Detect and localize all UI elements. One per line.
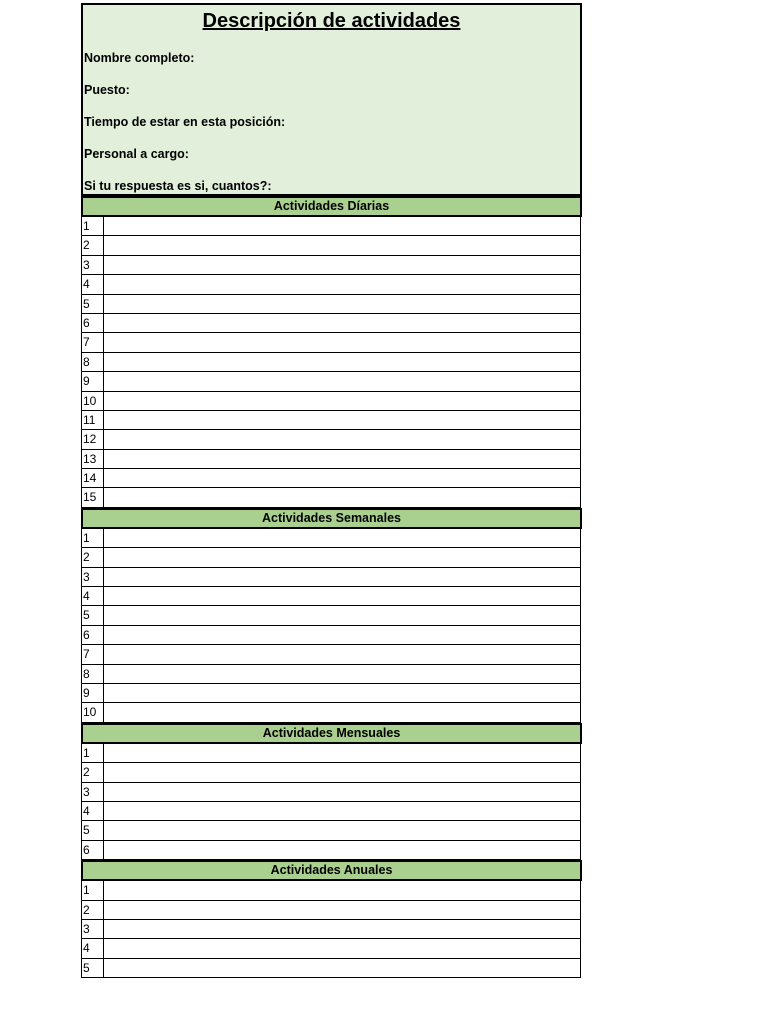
activity-sections <box>81 196 582 978</box>
table-row <box>81 665 581 684</box>
header-box <box>81 3 582 196</box>
table-row <box>81 939 581 958</box>
table-row <box>81 411 581 430</box>
row-number: 15 <box>82 488 104 506</box>
row-number: 5 <box>82 959 104 977</box>
table-row <box>81 450 581 469</box>
table-row <box>81 841 581 860</box>
activity-cell[interactable] <box>104 703 580 721</box>
row-number: 11 <box>82 411 104 429</box>
activity-cell[interactable] <box>104 645 580 663</box>
row-number: 6 <box>82 841 104 859</box>
activity-cell[interactable] <box>104 333 580 351</box>
activity-rows <box>81 744 582 860</box>
table-row <box>81 275 581 294</box>
activity-cell[interactable] <box>104 529 580 547</box>
table-row <box>81 920 581 939</box>
row-number: 8 <box>82 665 104 683</box>
table-row <box>81 802 581 821</box>
field-how-many-label: Si tu respuesta es si, cuantos?: <box>84 179 272 193</box>
table-row <box>81 568 581 587</box>
row-number: 2 <box>82 901 104 919</box>
activity-cell[interactable] <box>104 548 580 566</box>
activity-cell[interactable] <box>104 392 580 410</box>
table-row <box>81 606 581 625</box>
row-number: 4 <box>82 939 104 957</box>
row-number: 1 <box>82 744 104 762</box>
table-row <box>81 645 581 664</box>
table-row <box>81 744 581 763</box>
row-number: 9 <box>82 372 104 390</box>
activity-rows <box>81 881 582 978</box>
section-daily <box>81 196 582 508</box>
activity-cell[interactable] <box>104 353 580 371</box>
row-number: 9 <box>82 684 104 702</box>
activity-cell[interactable] <box>104 587 580 605</box>
activity-cell[interactable] <box>104 763 580 781</box>
row-number: 4 <box>82 802 104 820</box>
section-monthly <box>81 723 582 860</box>
activity-cell[interactable] <box>104 881 580 899</box>
row-number: 4 <box>82 587 104 605</box>
section-weekly <box>81 508 582 723</box>
activity-cell[interactable] <box>104 430 580 448</box>
table-row <box>81 684 581 703</box>
table-row <box>81 372 581 391</box>
table-row <box>81 469 581 488</box>
activity-cell[interactable] <box>104 665 580 683</box>
row-number: 10 <box>82 392 104 410</box>
activity-cell[interactable] <box>104 821 580 839</box>
activity-cell[interactable] <box>104 256 580 274</box>
table-row <box>81 392 581 411</box>
row-number: 3 <box>82 920 104 938</box>
row-number: 6 <box>82 626 104 644</box>
table-row <box>81 763 581 782</box>
table-row <box>81 881 581 900</box>
field-position-label: Puesto: <box>84 83 130 97</box>
row-number: 2 <box>82 236 104 254</box>
table-row <box>81 314 581 333</box>
document-title: Descripción de actividades <box>202 10 461 32</box>
field-full-name-label: Nombre completo: <box>84 51 195 65</box>
table-row <box>81 353 581 372</box>
section-header-monthly: Actividades Mensuales <box>81 723 582 744</box>
table-row <box>81 256 581 275</box>
section-header-weekly: Actividades Semanales <box>81 508 582 529</box>
row-number: 1 <box>82 217 104 235</box>
row-number: 5 <box>82 821 104 839</box>
table-row <box>81 236 581 255</box>
row-number: 3 <box>82 783 104 801</box>
row-number: 7 <box>82 645 104 663</box>
activity-cell[interactable] <box>104 959 580 977</box>
activity-cell[interactable] <box>104 802 580 820</box>
field-staff-in-charge-label: Personal a cargo: <box>84 147 189 161</box>
activity-cell[interactable] <box>104 275 580 293</box>
row-number: 6 <box>82 314 104 332</box>
table-row <box>81 703 581 722</box>
row-number: 12 <box>82 430 104 448</box>
table-row <box>81 333 581 352</box>
row-number: 5 <box>82 606 104 624</box>
row-number: 7 <box>82 333 104 351</box>
table-row <box>81 783 581 802</box>
activity-cell[interactable] <box>104 314 580 332</box>
table-row <box>81 488 581 507</box>
activity-cell[interactable] <box>104 920 580 938</box>
row-number: 10 <box>82 703 104 721</box>
field-time-in-position-label: Tiempo de estar en esta posición: <box>84 115 286 129</box>
row-number: 5 <box>82 295 104 313</box>
table-row <box>81 901 581 920</box>
row-number: 1 <box>82 529 104 547</box>
activity-cell[interactable] <box>104 217 580 235</box>
activity-cell[interactable] <box>104 901 580 919</box>
table-row <box>81 529 581 548</box>
table-row <box>81 626 581 645</box>
activity-cell[interactable] <box>104 488 580 506</box>
row-number: 3 <box>82 256 104 274</box>
activity-description-sheet <box>81 3 582 978</box>
activity-cell[interactable] <box>104 450 580 468</box>
activity-cell[interactable] <box>104 626 580 644</box>
activity-cell[interactable] <box>104 236 580 254</box>
row-number: 1 <box>82 881 104 899</box>
activity-cell[interactable] <box>104 783 580 801</box>
activity-cell[interactable] <box>104 606 580 624</box>
activity-cell[interactable] <box>104 939 580 957</box>
row-number: 2 <box>82 548 104 566</box>
table-row <box>81 295 581 314</box>
activity-cell[interactable] <box>104 744 580 762</box>
activity-rows <box>81 217 582 508</box>
row-number: 3 <box>82 568 104 586</box>
table-row <box>81 548 581 567</box>
section-header-daily: Actividades Díarias <box>81 196 582 217</box>
section-annual <box>81 860 582 978</box>
table-row <box>81 821 581 840</box>
activity-cell[interactable] <box>104 295 580 313</box>
table-row <box>81 430 581 449</box>
row-number: 4 <box>82 275 104 293</box>
table-row <box>81 959 581 978</box>
section-header-annual: Actividades Anuales <box>81 860 582 881</box>
table-row <box>81 217 581 236</box>
activity-cell[interactable] <box>104 841 580 859</box>
row-number: 2 <box>82 763 104 781</box>
activity-cell[interactable] <box>104 372 580 390</box>
activity-cell[interactable] <box>104 568 580 586</box>
row-number: 13 <box>82 450 104 468</box>
activity-cell[interactable] <box>104 411 580 429</box>
row-number: 14 <box>82 469 104 487</box>
activity-cell[interactable] <box>104 469 580 487</box>
row-number: 8 <box>82 353 104 371</box>
activity-rows <box>81 529 582 723</box>
table-row <box>81 587 581 606</box>
activity-cell[interactable] <box>104 684 580 702</box>
